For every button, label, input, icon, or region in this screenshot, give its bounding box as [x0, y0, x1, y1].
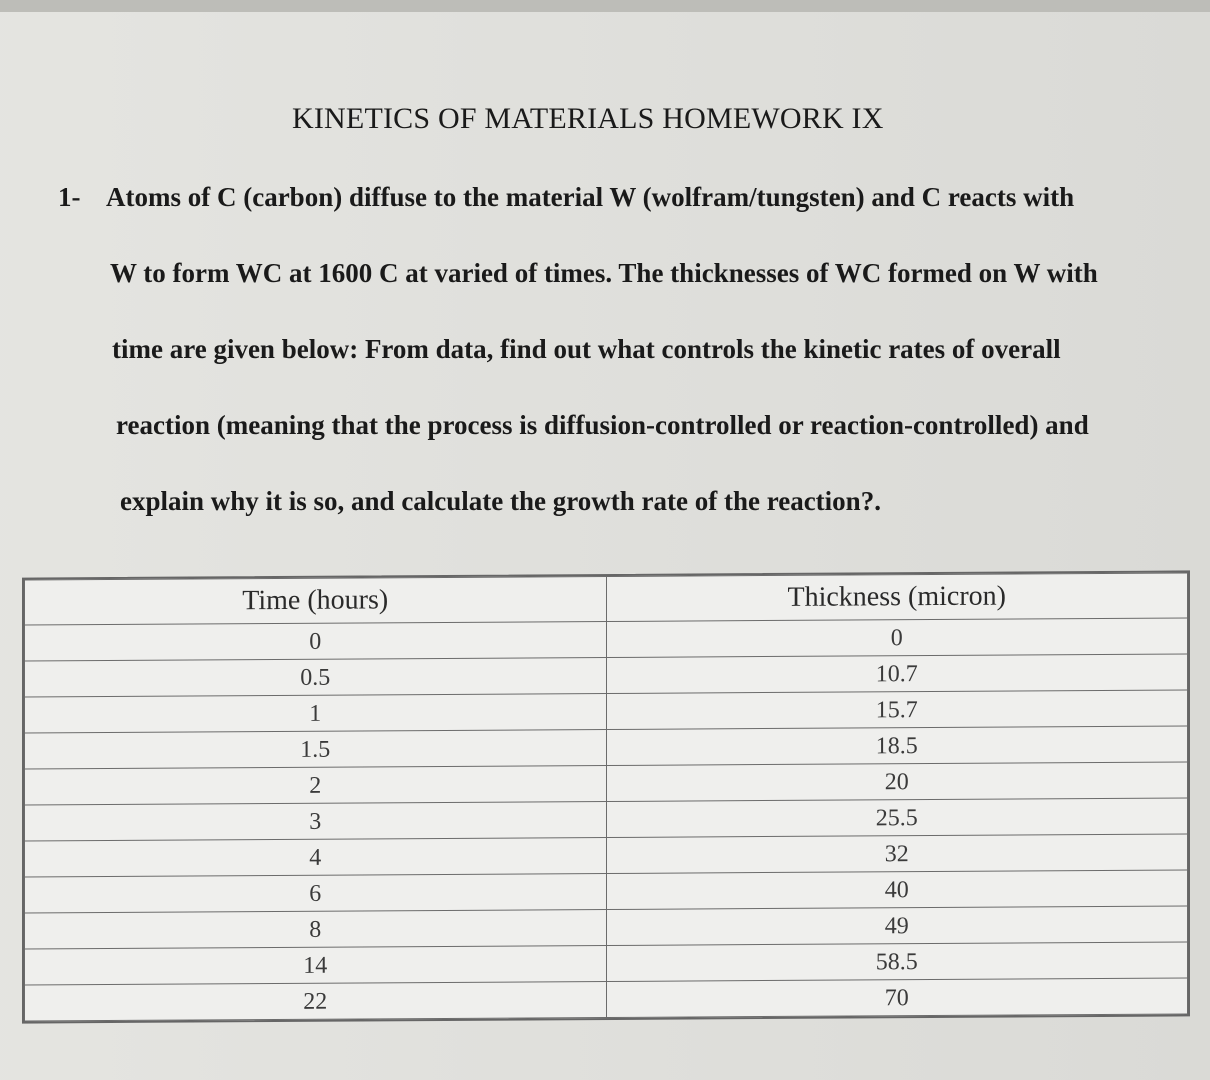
- time-cell: 4: [25, 838, 607, 878]
- data-table: [22, 570, 1190, 1023]
- homework-title: KINETICS OF MATERIALS HOMEWORK IX: [292, 102, 884, 135]
- thickness-header: Thickness (micron): [606, 573, 1188, 622]
- thickness-cell: 20: [606, 762, 1188, 802]
- time-cell: 3: [25, 802, 607, 842]
- time-cell: 14: [25, 946, 607, 986]
- time-cell: 2: [25, 766, 607, 806]
- problem-number: 1-: [58, 182, 81, 212]
- thickness-cell: 0: [606, 618, 1188, 658]
- time-header: Time (hours): [25, 577, 607, 626]
- thickness-cell: 25.5: [606, 798, 1188, 838]
- thickness-cell: 58.5: [606, 942, 1188, 982]
- time-cell: 1: [25, 694, 607, 734]
- problem-line-3: time are given below: From data, find out what controls the kinetic rates of overall: [112, 334, 1061, 364]
- time-cell: 6: [25, 874, 607, 914]
- table-row: [25, 978, 1188, 1021]
- kinetics-table: [24, 572, 1188, 1021]
- problem-line-1: Atoms of C (carbon) diffuse to the material W (wolfram/tungsten) and C reacts with: [106, 182, 1075, 212]
- thickness-cell: 32: [606, 834, 1188, 874]
- thickness-cell: 49: [606, 906, 1188, 946]
- thickness-cell: 70: [606, 978, 1188, 1018]
- problem-line-4: reaction (meaning that the process is diffusion-controlled or reaction-controlled) and: [116, 410, 1089, 440]
- monitor-top-bar: [0, 0, 1210, 12]
- problem-line-5: explain why it is so, and calculate the growth rate of the reaction?.: [120, 486, 881, 516]
- time-cell: 8: [25, 910, 607, 950]
- time-cell: 0.5: [25, 658, 607, 698]
- thickness-cell: 10.7: [606, 654, 1188, 694]
- thickness-cell: 18.5: [606, 726, 1188, 766]
- thickness-cell: 40: [606, 870, 1188, 910]
- problem-line-2: W to form WC at 1600 C at varied of times. The thicknesses of WC formed on W with: [110, 258, 1098, 288]
- table-header-row: [25, 573, 1188, 625]
- time-cell: 0: [25, 622, 607, 662]
- thickness-cell: 15.7: [606, 690, 1188, 730]
- time-cell: 1.5: [25, 730, 607, 770]
- time-cell: 22: [25, 982, 607, 1022]
